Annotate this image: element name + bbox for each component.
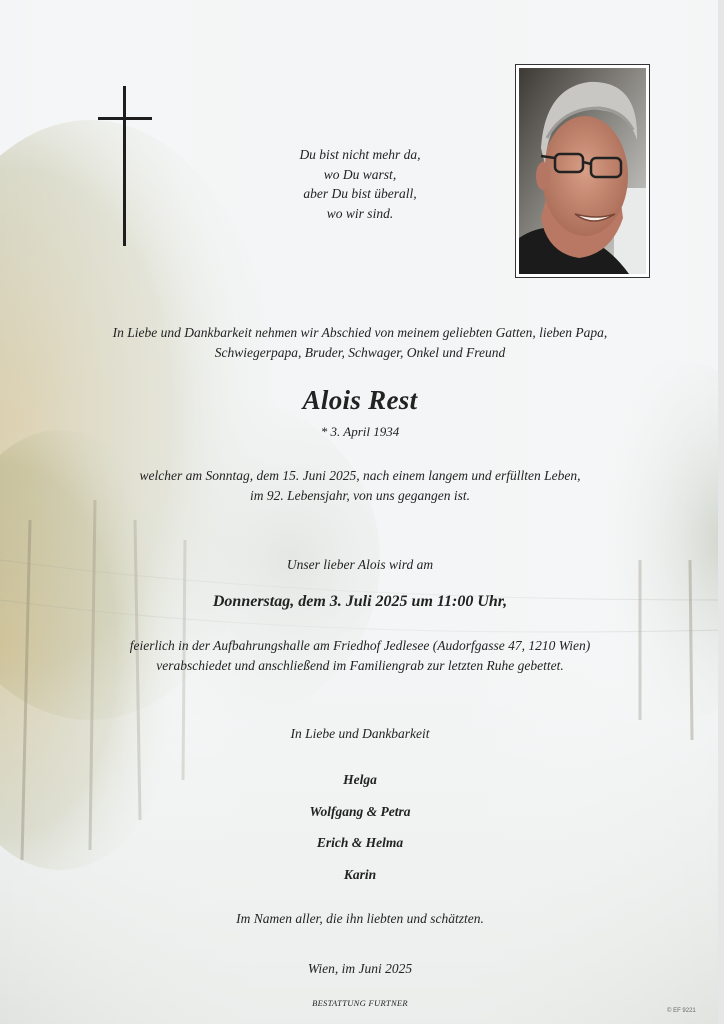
mourners-list xyxy=(60,771,660,897)
cross-icon xyxy=(98,86,152,246)
on-behalf-line: Im Namen aller, die ihn liebten und schätzten. xyxy=(236,911,484,926)
mourner-name: Karin xyxy=(343,866,377,882)
poem-line: wo wir sind. xyxy=(326,205,394,221)
ceremony-announcement: Unser lieber Alois wird am xyxy=(286,557,434,572)
ceremony-line: feierlich in der Aufbahrungshalle am Friedhof Jedlesee (Audorfgasse 47, 1210 Wien) xyxy=(129,638,591,653)
ceremony-details xyxy=(60,636,660,676)
poem-line: wo Du warst, xyxy=(323,166,397,182)
ceremony-date: Donnerstag, dem 3. Juli 2025 um 11:00 Uhr, xyxy=(212,593,508,610)
closing-phrase: In Liebe und Dankbarkeit xyxy=(290,726,430,741)
portrait-image xyxy=(519,68,646,274)
mourner-name: Helga xyxy=(343,772,377,787)
mourner-name: Wolfgang & Petra xyxy=(309,803,411,819)
intro-line: Schwiegerpapa, Bruder, Schwager, Onkel und Freund xyxy=(214,345,506,360)
place-date: Wien, im Juni 2025 xyxy=(307,961,413,976)
mourner-name: Erich & Helma xyxy=(316,835,404,850)
cross-vertical xyxy=(123,86,126,246)
death-notice xyxy=(60,466,660,506)
deceased-name: Alois Rest xyxy=(302,385,418,415)
poem xyxy=(250,145,470,223)
ceremony-line: verabschiedet und anschließend im Familiengrab zur letzten Ruhe gebettet. xyxy=(156,658,564,673)
portrait-photo xyxy=(515,64,650,278)
death-line: im 92. Lebensjahr, von uns gegangen ist. xyxy=(249,488,471,503)
death-line: welcher am Sonntag, dem 15. Juni 2025, nach einem langem und erfüllten Leben, xyxy=(139,468,581,483)
poem-line: Du bist nicht mehr da, xyxy=(299,147,421,162)
cross-horizontal xyxy=(98,117,152,120)
birth-date: * 3. April 1934 xyxy=(320,424,400,439)
intro-line: In Liebe und Dankbarkeit nehmen wir Abschied von meinem geliebten Gatten, lieben Papa, xyxy=(112,325,608,340)
template-code: © EF 9221 xyxy=(667,1008,696,1014)
intro-text xyxy=(60,323,660,363)
poem-line: aber Du bist überall, xyxy=(303,186,417,201)
page-edge xyxy=(718,0,724,1024)
funeral-home: BESTATTUNG FURTNER xyxy=(312,998,408,1008)
